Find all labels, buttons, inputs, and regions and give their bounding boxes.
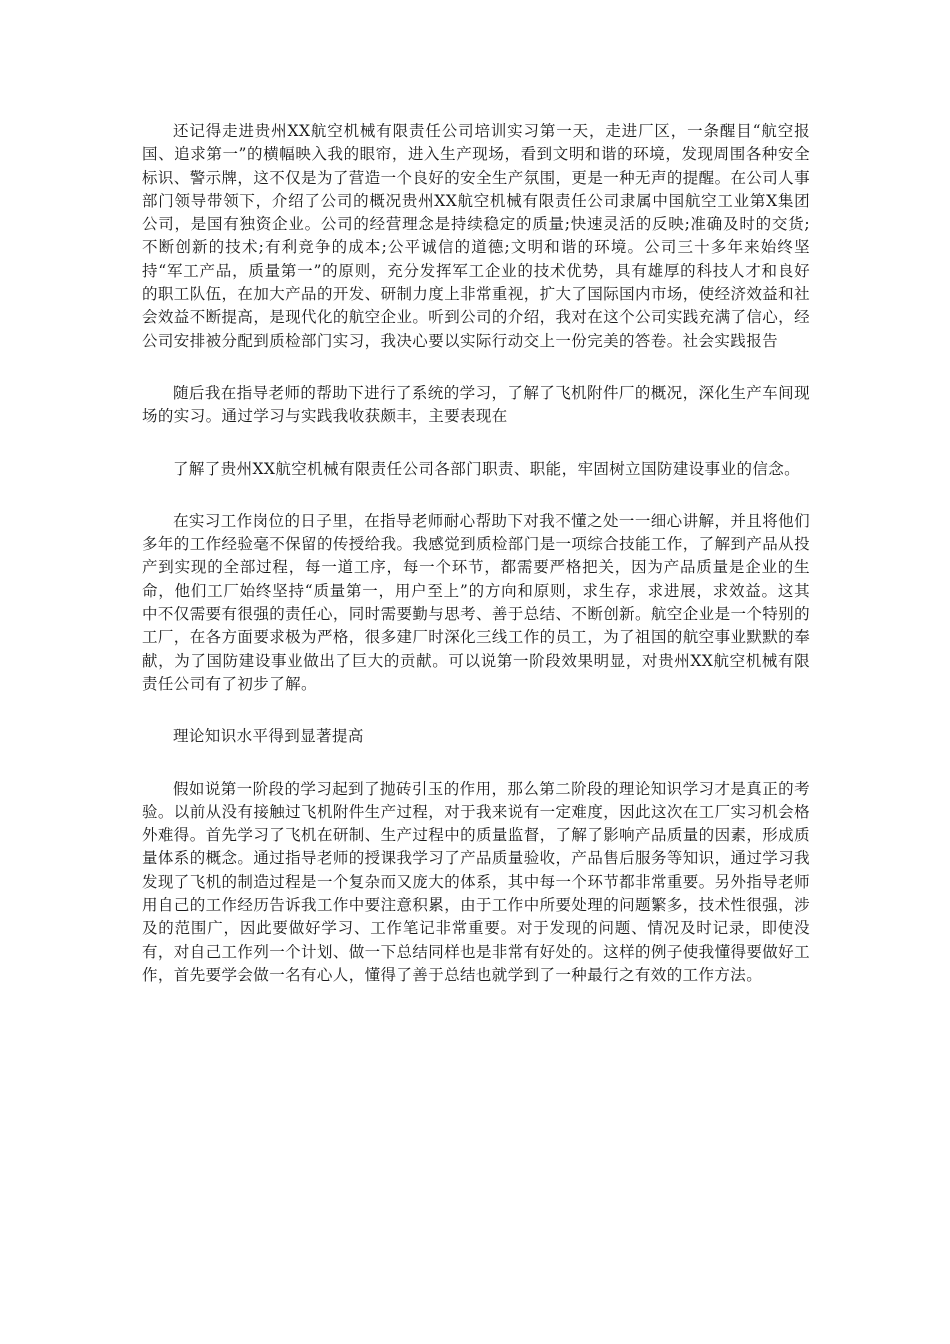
paragraph-internship: 在实习工作岗位的日子里，在指导老师耐心帮助下对我不懂之处一一细心讲解，并且将他们多年的工作经验毫不保留的传授给我。我感觉到质检部门是一项综合技能工作，了解到产品从投产到实现的全部过程，每一道工序，每一个环节，都需要严格把关，因为产品质量是企业的生命，他们工厂始终坚持“质量第一，用户至上”的方向和原则，求生存，求进展，求效益。这其中不仅需要有很强的责任心，同时需要勤与思考、善于总结、不断创新。航空企业是一个特别的工厂，在各方面要求极为严格，很多建厂时深化三线工作的员工，为了祖国的航空事业默默的奉献，为了国防建设事业做出了巨大的贡献。可以说第一阶段效果明显，对贵州XX航空机械有限责任公司有了初步了解。 [142, 511, 810, 693]
paragraph-theory: 假如说第一阶段的学习起到了抛砖引玉的作用，那么第二阶段的理论知识学习才是真正的考验。以前从没有接触过飞机附件生产过程，对于我来说有一定难度，因此这次在工厂实习机会格外难得。首先学习了飞机在研制、生产过程中的质量监督，了解了影响产品质量的因素，形成质量体系的概念。通过指导老师的授课我学习了产品质量验收，产品售后服务等知识，通过学习我发现了飞机的制造过程是一个复杂而又庞大的体系，其中每一个环节都非常重要。另外指导老师用自己的工作经历告诉我工作中要注意积累，由于工作中所要处理的问题繁多，技术性很强，涉及的范围广，因此要做好学习、工作笔记非常重要。对于发现的问题、情况及时记录，即使没有，对自己工作列一个计划、做一下总结同样也是非常有好处的。这样的例子使我懂得要做好工作，首先要学会做一名有心人，懂得了善于总结也就学到了一种最行之有效的工作方法。 [142, 779, 810, 984]
paragraph-intro: 还记得走进贵州XX航空机械有限责任公司培训实习第一天，走进厂区，一条醒目“航空报国、追求第一”的横幅映入我的眼帘，进入生产现场，看到文明和谐的环境，发现周围各种安全标识、警示牌，这不仅是为了营造一个良好的安全生产氛围，更是一种无声的提醒。在公司人事部门领导带领下，介绍了公司的概况贵州XX航空机械有限责任公司隶属中国航空工业第X集团公司，是国有独资企业。公司的经营理念是持续稳定的质量;快速灵活的反映;准确及时的交货;不断创新的技术;有利竞争的成本;公平诚信的道德;文明和谐的环境。公司三十多年来始终坚持“军工产品，质量第一”的原则，充分发挥军工企业的技术优势，具有雄厚的科技人才和良好的职工队伍，在加大产品的开发、研制力度上非常重视，扩大了国际国内市场，使经济效益和社会效益不断提高，是现代化的航空企业。听到公司的介绍，我对在这个公司实践充满了信心，经公司安排被分配到质检部门实习，我决心要以实际行动交上一份完美的答卷。社会实践报告 [142, 122, 810, 350]
document-body [142, 120, 810, 1016]
paragraph-learning: 随后我在指导老师的帮助下进行了系统的学习，了解了飞机附件厂的概况，深化生产车间现场的实习。通过学习与实践我收获颇丰，主要表现在 [142, 383, 810, 426]
paragraph-understanding: 了解了贵州XX航空机械有限责任公司各部门职责、职能，牢固树立国防建设事业的信念。 [173, 459, 801, 478]
section-heading: 理论知识水平得到显著提高 [173, 727, 364, 746]
